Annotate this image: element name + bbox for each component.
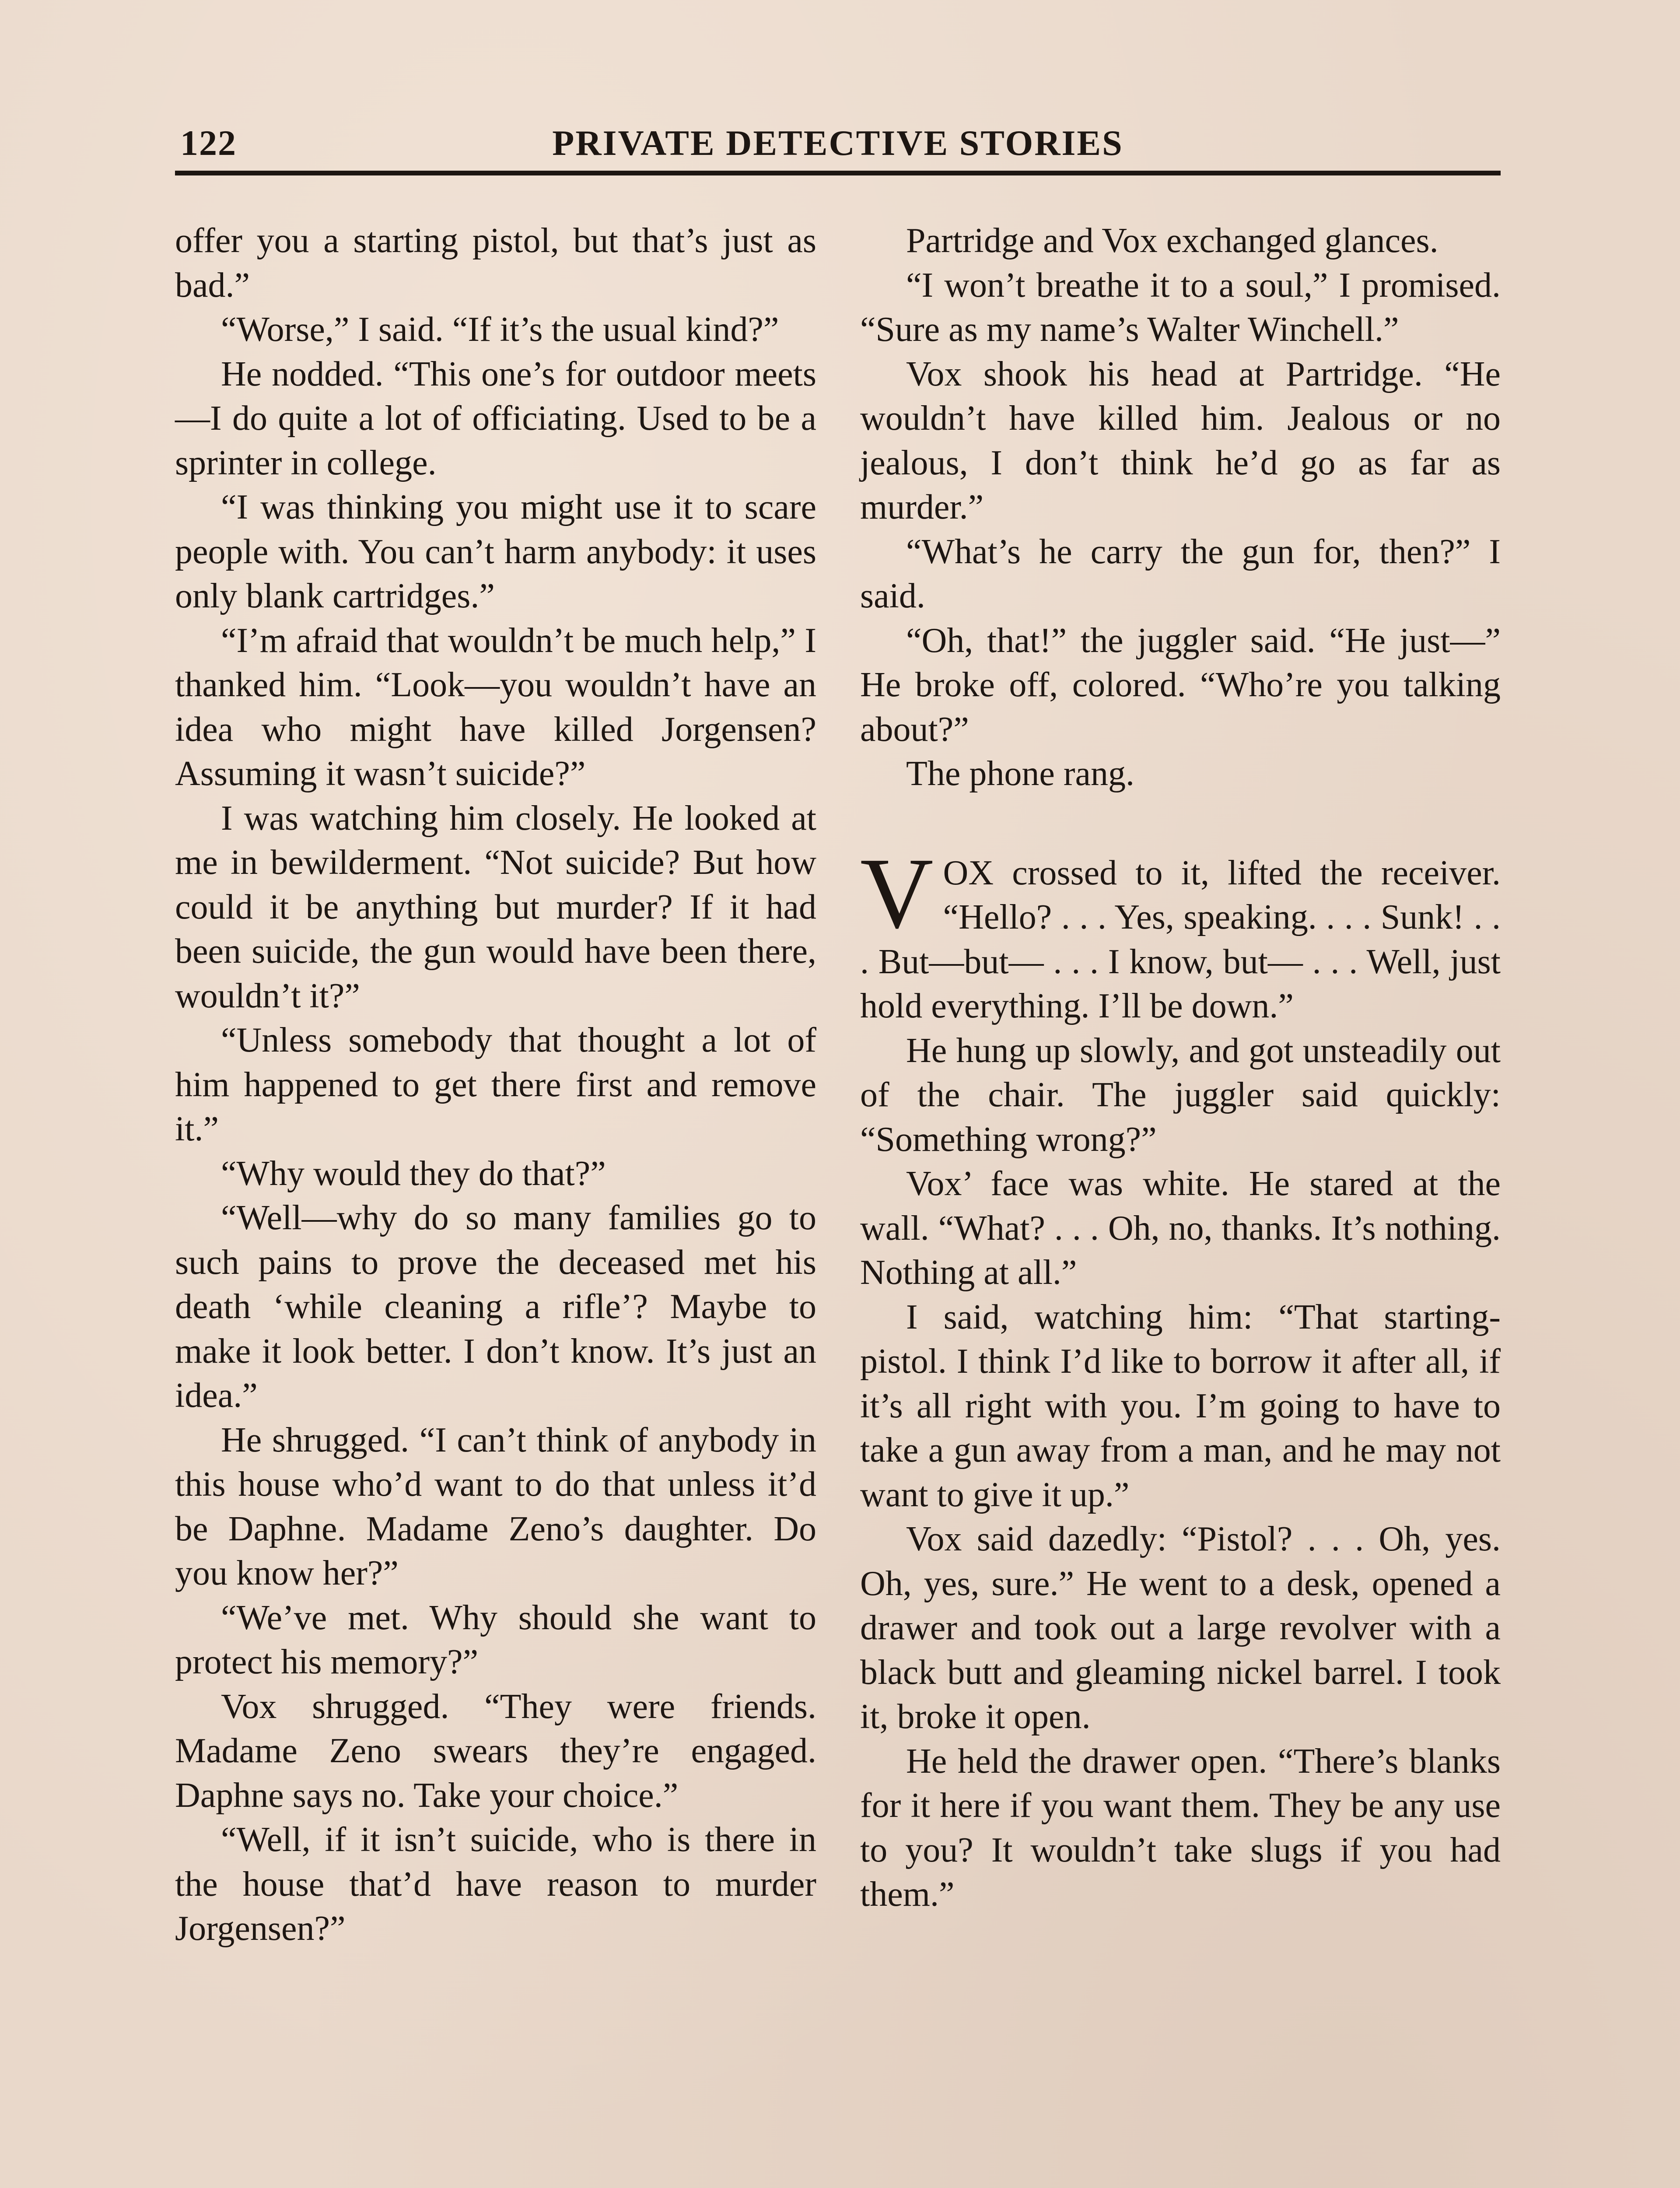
paragraph: “Why would they do that?”: [221, 1154, 606, 1193]
paragraph: “We’ve met. Why should she want to protect his memory?”: [175, 1598, 816, 1681]
paragraph: “Worse,” I said. “If it’s the usual kind?”: [221, 310, 779, 349]
page-number: 122: [180, 123, 237, 163]
right-column: [860, 219, 1501, 1917]
paragraph: “Well, if it isn’t suicide, who is there in the house that’d have reason to murder Jorgensen?”: [175, 1820, 816, 1948]
paragraph: He nodded. “This one’s for outdoor meets—I do quite a lot of officiating. Used to be a sprinter in college.: [175, 354, 816, 482]
paragraph: I said, watching him: “That starting-pistol. I think I’d like to borrow it after all, if it’s all right with you. I’m going to have to take a gun away from a man, and he may not want to give it up.”: [860, 1297, 1501, 1514]
paragraph: He shrugged. “I can’t think of anybody in this house who’d want to do that unless it’d be Daphne. Madame Zeno’s daughter. Do you know her?”: [175, 1420, 816, 1592]
paragraph: Vox said dazedly: “Pistol? . . . Oh, yes. Oh, yes, sure.” He went to a desk, opened a drawer and took out a large revolver with a black butt and gleaming nickel barrel. I took it, broke it open.: [860, 1520, 1501, 1736]
page-header: [175, 118, 1501, 175]
paragraph: Partridge and Vox exchanged glances.: [906, 221, 1438, 260]
paragraph: “Well—why do so many families go to such pains to prove the deceased met his death ‘while cleaning a rifle’? Maybe to make it look better. I don’t know. It’s just an idea.”: [175, 1199, 816, 1415]
section-opening-paragraph: [860, 837, 1501, 1029]
paragraph: “I won’t breathe it to a soul,” I promised. “Sure as my name’s Walter Winchell.”: [860, 266, 1501, 349]
paragraph: “What’s he carry the gun for, then?” I said.: [860, 532, 1501, 615]
running-title: PRIVATE DETECTIVE STORIES: [552, 123, 1124, 163]
paragraph: Vox’ face was white. He stared at the wall. “What? . . . Oh, no, thanks. It’s nothing. Nothing at all.”: [860, 1164, 1501, 1292]
paragraph: “Oh, that!” the juggler said. “He just—” He broke off, colored. “Who’re you talking about?”: [860, 621, 1501, 749]
section-opening-text: OX crossed to it, lifted the receiver. “Hello? . . . Yes, speaking. . . . Sunk! . . . But—but— . . . I know, but— . . . Well, just hold everything. I’ll be down.”: [860, 853, 1501, 1025]
drop-cap: V: [860, 837, 934, 950]
paragraph: “Unless somebody that thought a lot of him happened to get there first and remove it.”: [175, 1021, 816, 1148]
paragraph: He hung up slowly, and got unsteadily out of the chair. The juggler said quickly: “Something wrong?”: [860, 1031, 1501, 1159]
left-column: [175, 219, 816, 1951]
paragraph: Vox shook his head at Partridge. “He wouldn’t have killed him. Jealous or no jealous, I don’t think he’d go as far as murder.”: [860, 354, 1501, 526]
paragraph: “I was thinking you might use it to scare people with. You can’t harm anybody: it uses only blank cartridges.”: [175, 488, 816, 615]
paragraph: Vox shrugged. “They were friends. Madame Zeno swears they’re engaged. Daphne says no. Take your choice.”: [175, 1687, 816, 1815]
paragraph: offer you a starting pistol, but that’s just as bad.”: [175, 221, 816, 305]
paragraph: I was watching him closely. He looked at me in bewilderment. “Not suicide? But how could it be anything but murder? If it had been suicide, the gun would have been there, wouldn’t it?”: [175, 799, 816, 1015]
paragraph: The phone rang.: [906, 754, 1135, 793]
paragraph: “I’m afraid that wouldn’t be much help,” I thanked him. “Look—you wouldn’t have an idea who might have killed Jorgensen? Assuming it wasn’t suicide?”: [175, 621, 816, 793]
header-rule: [175, 171, 1501, 175]
paragraph: He held the drawer open. “There’s blanks for it here if you want them. They be any use to you? It wouldn’t take slugs if you had them.”: [860, 1742, 1501, 1914]
